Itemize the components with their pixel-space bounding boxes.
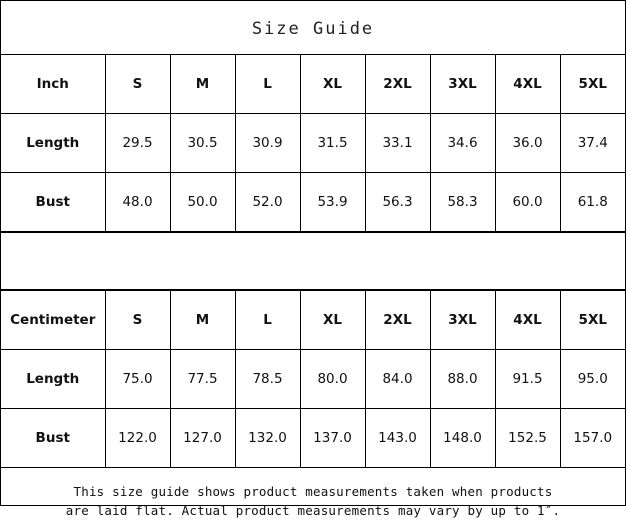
column-header-unit: Inch (1, 55, 105, 114)
column-header-4xl: 4XL (495, 291, 560, 350)
column-header-s: S (105, 291, 170, 350)
cell-length-s: 75.0 (105, 350, 170, 409)
cell-length-s: 29.5 (105, 114, 170, 173)
row-label-length: Length (1, 350, 105, 409)
column-header-m: M (170, 291, 235, 350)
cell-bust-2xl: 143.0 (365, 409, 430, 468)
column-header-s: S (105, 55, 170, 114)
column-header-xl: XL (300, 291, 365, 350)
footnote-line-1: This size guide shows product measurements taken when products (73, 484, 553, 499)
column-header-2xl: 2XL (365, 291, 430, 350)
cell-bust-xl: 137.0 (300, 409, 365, 468)
cell-length-3xl: 34.6 (430, 114, 495, 173)
table-header-row (1, 55, 625, 114)
table-row (1, 114, 625, 173)
cell-bust-5xl: 61.8 (560, 173, 625, 232)
table-separator (1, 232, 625, 290)
column-header-xl: XL (300, 55, 365, 114)
cell-bust-s: 48.0 (105, 173, 170, 232)
centimeter-size-table (1, 290, 625, 468)
cell-bust-2xl: 56.3 (365, 173, 430, 232)
column-header-5xl: 5XL (560, 291, 625, 350)
column-header-2xl: 2XL (365, 55, 430, 114)
column-header-4xl: 4XL (495, 55, 560, 114)
row-label-bust: Bust (1, 409, 105, 468)
cell-length-m: 77.5 (170, 350, 235, 409)
cell-bust-3xl: 58.3 (430, 173, 495, 232)
cell-length-2xl: 33.1 (365, 114, 430, 173)
cell-length-m: 30.5 (170, 114, 235, 173)
column-header-l: L (235, 55, 300, 114)
cell-length-2xl: 84.0 (365, 350, 430, 409)
table-header-row (1, 291, 625, 350)
cell-bust-3xl: 148.0 (430, 409, 495, 468)
column-header-5xl: 5XL (560, 55, 625, 114)
cell-length-4xl: 91.5 (495, 350, 560, 409)
row-label-length: Length (1, 114, 105, 173)
table-row (1, 409, 625, 468)
table-row (1, 173, 625, 232)
column-header-l: L (235, 291, 300, 350)
table-row (1, 350, 625, 409)
row-label-bust: Bust (1, 173, 105, 232)
cell-length-3xl: 88.0 (430, 350, 495, 409)
cell-length-xl: 80.0 (300, 350, 365, 409)
cell-length-xl: 31.5 (300, 114, 365, 173)
cell-bust-xl: 53.9 (300, 173, 365, 232)
footnote-line-2: are laid flat. Actual product measurements may vary by up to 1″. (65, 503, 561, 518)
cell-length-l: 30.9 (235, 114, 300, 173)
cell-bust-m: 50.0 (170, 173, 235, 232)
cell-bust-4xl: 60.0 (495, 173, 560, 232)
cell-length-5xl: 95.0 (560, 350, 625, 409)
cell-bust-s: 122.0 (105, 409, 170, 468)
cell-bust-l: 132.0 (235, 409, 300, 468)
column-header-unit: Centimeter (1, 291, 105, 350)
cell-length-4xl: 36.0 (495, 114, 560, 173)
cell-bust-5xl: 157.0 (560, 409, 625, 468)
column-header-3xl: 3XL (430, 291, 495, 350)
inch-size-table (1, 54, 625, 232)
footnote (1, 468, 625, 520)
column-header-3xl: 3XL (430, 55, 495, 114)
page-title: Size Guide (251, 19, 375, 39)
cell-length-l: 78.5 (235, 350, 300, 409)
cell-bust-l: 52.0 (235, 173, 300, 232)
cell-bust-4xl: 152.5 (495, 409, 560, 468)
cell-length-5xl: 37.4 (560, 114, 625, 173)
column-header-m: M (170, 55, 235, 114)
cell-bust-m: 127.0 (170, 409, 235, 468)
